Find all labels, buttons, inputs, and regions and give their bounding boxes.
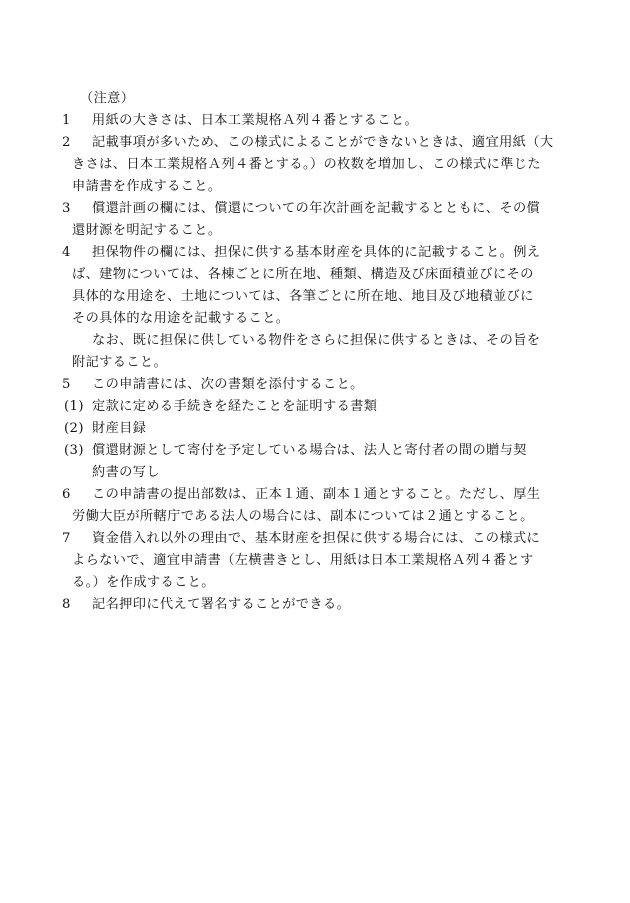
subitem-number: (3) xyxy=(64,443,84,458)
item-text: 資金借入れ以外の理由で、基本財産を担保に供する場合には、この様式に xyxy=(92,531,541,546)
item-text: 還財源を明記すること。 xyxy=(72,223,222,238)
note-item-4 xyxy=(62,242,572,374)
item-number: 8 xyxy=(62,597,71,612)
item-number: 4 xyxy=(62,245,71,260)
item-number: 7 xyxy=(62,531,71,546)
item-number: 5 xyxy=(62,377,71,392)
item-text: よらないで、適宜申請書（左横書きとし、用紙は日本工業規格Ａ列４番とす xyxy=(72,553,534,568)
item-text: なお、既に担保に供している物件をさらに担保に供するときは、その旨を xyxy=(92,333,541,348)
note-item-3 xyxy=(62,198,572,242)
subitem-text: 約書の写し xyxy=(92,465,160,480)
item-text: きさは、日本工業規格Ａ列４番とする。）の枚数を増加し、この様式に準じた xyxy=(72,157,541,172)
note-item-6 xyxy=(62,484,572,528)
item-text: 用紙の大きさは、日本工業規格Ａ列４番とすること。 xyxy=(92,113,419,128)
item-text: この申請書の提出部数は、正本１通、副本１通とすること。ただし、厚生 xyxy=(92,487,541,502)
item-number: 6 xyxy=(62,487,71,502)
item-number: 2 xyxy=(62,135,71,150)
subitem-number: (2) xyxy=(64,421,84,436)
note-item-8 xyxy=(62,594,572,616)
item-text: る。）を作成すること。 xyxy=(72,575,215,590)
item-text: 附記すること。 xyxy=(72,355,168,370)
item-text: ば、建物については、各棟ごとに所在地、種類、構造及び床面積並びにその xyxy=(72,267,534,282)
note-item-5 xyxy=(62,374,572,484)
item-number: 1 xyxy=(62,113,71,128)
subitem-text: 償還財源として寄付を予定している場合は、法人と寄付者の間の贈与契 xyxy=(92,443,527,458)
subitem-text: 財産目録 xyxy=(92,421,147,436)
item-text: 申請書を作成すること。 xyxy=(72,179,222,194)
subitem-text: 定款に定める手続きを経たことを証明する書類 xyxy=(92,399,378,414)
item-text: 労働大臣が所轄庁である法人の場合には、副本については２通とすること。 xyxy=(72,509,534,524)
item-text: その具体的な用途を記載すること。 xyxy=(72,311,290,326)
item-text: 具体的な用途を、土地については、各筆ごとに所在地、地目及び地積並びに xyxy=(72,289,534,304)
notes-document xyxy=(62,88,572,616)
item-text: この申請書には、次の書類を添付すること。 xyxy=(92,377,364,392)
note-item-7 xyxy=(62,528,572,594)
item-number: 3 xyxy=(62,201,71,216)
item-text: 記載事項が多いため、この様式によることができないときは、適宜用紙（大 xyxy=(92,135,554,150)
note-item-2 xyxy=(62,132,572,198)
subitem-number: (1) xyxy=(64,399,84,414)
item-text: 記名押印に代えて署名することができる。 xyxy=(92,597,351,612)
note-item-1 xyxy=(62,110,572,132)
item-text: 担保物件の欄には、担保に供する基本財産を具体的に記載すること。例え xyxy=(92,245,541,260)
notes-heading: （注意） xyxy=(80,91,135,106)
item-text: 償還計画の欄には、償還についての年次計画を記載するとともに、その償 xyxy=(92,201,541,216)
